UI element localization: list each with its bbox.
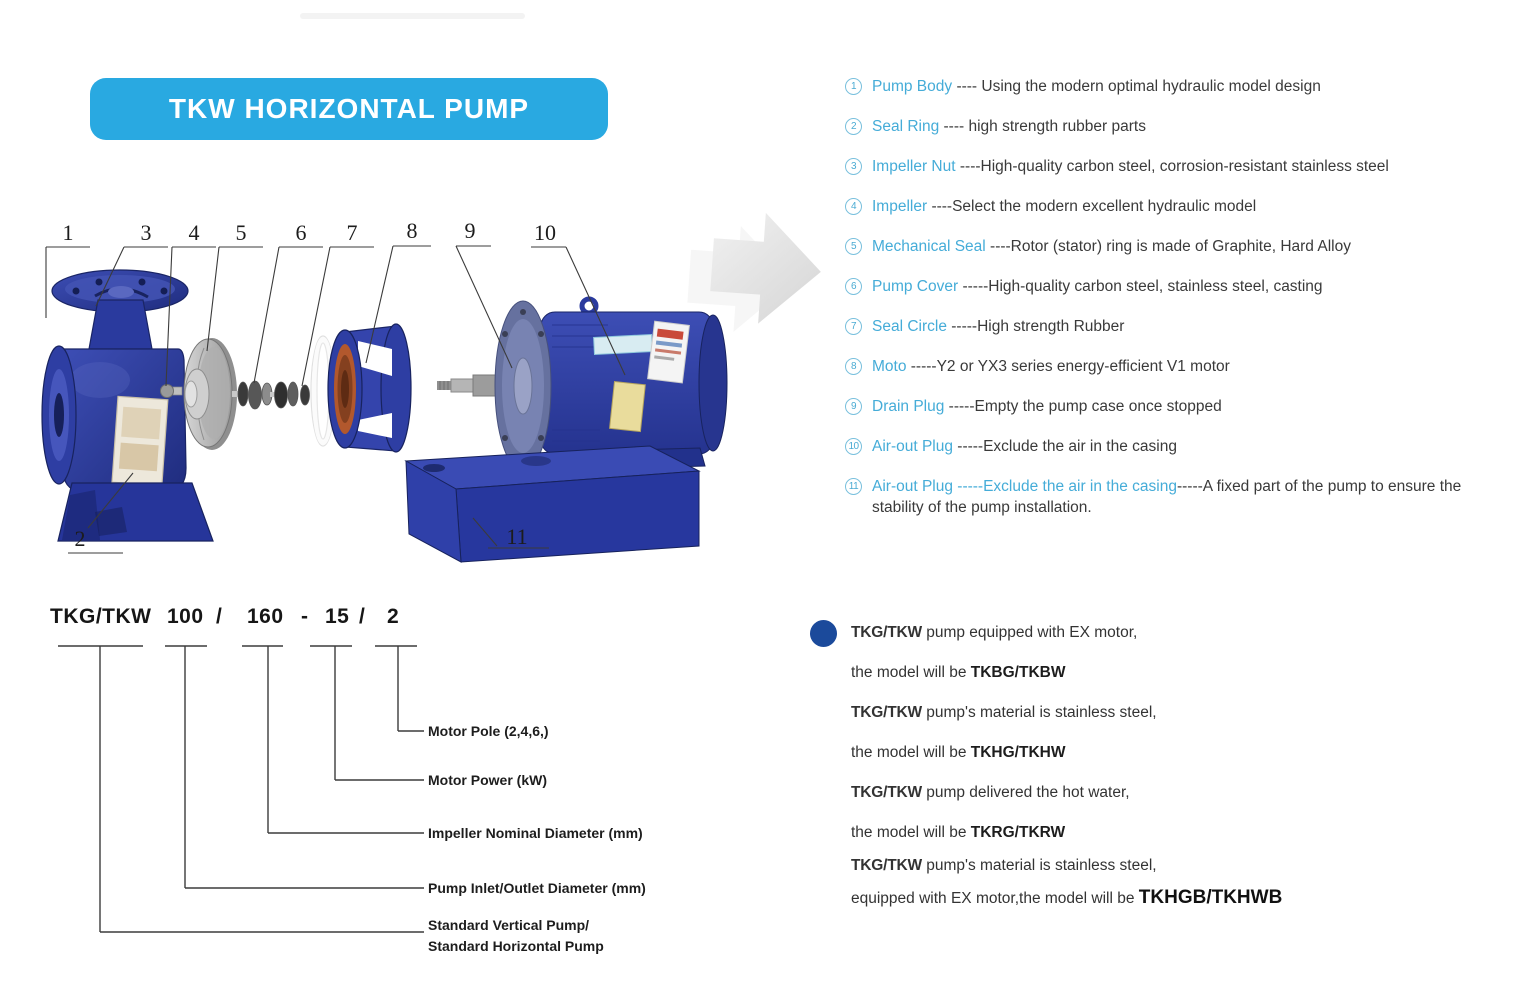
part-description: -----High-quality carbon steel, stainless steel, casting [958,278,1323,295]
part-description: -----High strength Rubber [946,318,1125,335]
part-name: Air-out Plug [872,438,953,455]
part-number-badge: 6 [845,278,862,295]
part-name: Pump Body [872,78,953,95]
title-banner [90,78,608,140]
note-line [851,622,1491,643]
model-token-pole: 2 [387,605,400,628]
part-description: ----High-quality carbon steel, corrosion-resistant stainless steel [955,158,1389,175]
part-description: ----Select the modern excellent hydraulic model [927,198,1257,215]
callout-11: 11 [506,524,528,549]
note-text: pump's material is stainless steel, [921,857,1157,874]
part-item-1 [845,76,1505,97]
note-model-name: TKBG/TKBW [970,664,1066,681]
part-description: -----Empty the pump case once stopped [944,398,1222,415]
model-token-series: TKG/TKW [50,605,152,628]
note-model-name: TKHG/TKHW [970,744,1066,761]
model-token-impeller: 160 [247,605,284,628]
callout-7: 7 [346,220,358,245]
part-item-4 [845,196,1505,217]
note-text: pump delivered the hot water, [921,784,1130,801]
model-code-leader-lines [0,600,760,960]
part-item-6 [845,276,1505,297]
note-line [851,782,1491,803]
model-token-dash: - [301,605,309,628]
part-number-badge: 10 [845,438,862,455]
note-series-prefix: TKG/TKW [851,624,922,641]
part-number-badge: 7 [845,318,862,335]
part-number-badge: 4 [845,198,862,215]
part-name: Moto [872,358,907,375]
parts-list [845,76,1505,537]
part-number-badge: 8 [845,358,862,375]
part-name: Seal Circle [872,318,947,335]
part-name: Mechanical Seal [872,238,986,255]
model-token-power: 15 [325,605,350,628]
label-standard-horizontal: Standard Horizontal Pump [428,938,604,954]
label-motor-power: Motor Power (kW) [428,772,547,788]
part-number-badge: 1 [845,78,862,95]
note-series-prefix: TKG/TKW [851,704,922,721]
note-line [851,855,1491,876]
part-item-10 [845,436,1505,457]
exploded-pump-diagram [0,200,830,580]
note-text: pump equipped with EX motor, [921,624,1138,641]
part-description: -----Y2 or YX3 series energy-efficient V1 motor [906,358,1230,375]
callout-5: 5 [235,220,247,245]
note-model-name: TKHGB/TKHWB [1138,887,1283,908]
part-item-3 [845,156,1505,177]
callout-9: 9 [464,218,476,243]
part-item-11 [845,476,1505,518]
part-name: Seal Ring [872,118,940,135]
part-name: Drain Plug [872,398,945,415]
part-number-badge: 3 [845,158,862,175]
part-description: ---- high strength rubber parts [939,118,1146,135]
note-model-name: TKRG/TKRW [970,824,1066,841]
mechanical-seal-stack [232,381,310,409]
part-item-7 [845,316,1505,337]
callout-4: 4 [188,220,200,245]
part-item-5 [845,236,1505,257]
note-line [851,702,1491,723]
callout-3: 3 [140,220,152,245]
motor [437,299,727,471]
part-name: Impeller [872,198,928,215]
page-title: TKW HORIZONTAL PUMP [168,93,530,124]
label-motor-pole: Motor Pole (2,4,6,) [428,723,549,739]
impeller [184,338,237,450]
note-line [851,662,1491,683]
model-token-slash-1: / [216,605,223,628]
note-line [851,887,1491,909]
callout-2: 2 [74,526,86,551]
note-series-prefix: TKG/TKW [851,857,922,874]
label-standard-vertical: Standard Vertical Pump/ [428,917,590,933]
note-line [851,822,1491,843]
callout-1: 1 [62,220,74,245]
note-text: the model will be [851,824,971,841]
note-text: the model will be [851,744,971,761]
part-name: Impeller Nut [872,158,956,175]
part-description: ---- Using the modern optimal hydraulic model design [952,78,1321,95]
note-text: pump's material is stainless steel, [921,704,1157,721]
part-name: Air-out Plug -----Exclude the air in the casing [872,478,1177,495]
callout-8: 8 [406,218,418,243]
decorative-strip [300,13,525,19]
pump-cover [328,324,411,452]
label-impeller-diameter: Impeller Nominal Diameter (mm) [428,825,643,841]
note-text: the model will be [851,664,971,681]
part-description: ----Rotor (stator) ring is made of Graphite, Hard Alloy [985,238,1351,255]
part-number-badge: 9 [845,398,862,415]
model-token-slash-2: / [359,605,366,628]
part-item-8 [845,356,1505,377]
callout-6: 6 [295,220,307,245]
part-description: -----Exclude the air in the casing [952,438,1177,455]
model-token-inlet: 100 [167,605,204,628]
part-number-badge: 5 [845,238,862,255]
note-series-prefix: TKG/TKW [851,784,922,801]
part-item-2 [845,116,1505,137]
part-number-badge: 2 [845,118,862,135]
part-number-badge: 11 [845,478,862,495]
note-line [851,742,1491,763]
base-block [406,446,699,562]
note-text: equipped with EX motor,the model will be [851,890,1139,907]
part-item-9 [845,396,1505,417]
part-name: Pump Cover [872,278,959,295]
callout-10: 10 [534,220,556,245]
part-description: -----A fixed part of the pump to ensure the stability of the pump installation. [872,478,1462,516]
label-inlet-outlet: Pump Inlet/Outlet Diameter (mm) [428,880,646,896]
bullet-dot [810,620,837,647]
variant-notes [851,622,1491,928]
